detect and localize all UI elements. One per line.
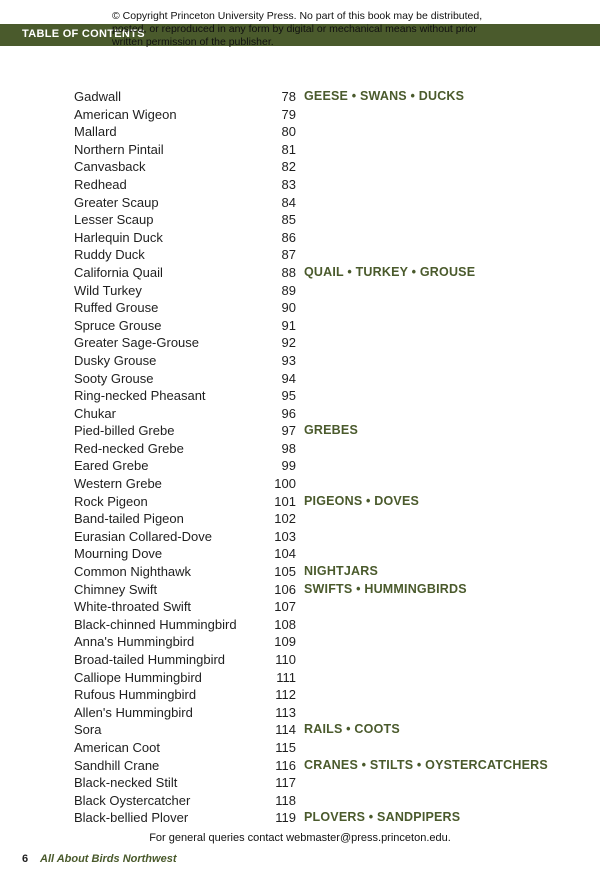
page-ref: 102 <box>274 511 296 527</box>
species-name: Spruce Grouse <box>74 317 162 333</box>
toc-entry <box>74 563 554 581</box>
species-name: Calliope Hummingbird <box>74 669 202 685</box>
contact-notice: For general queries contact webmaster@press.princeton.edu. <box>149 832 451 844</box>
section-header-label: TABLE OF CONTENTS <box>22 28 145 40</box>
species-name: Sooty Grouse <box>74 370 154 386</box>
toc-entry <box>74 493 554 511</box>
page-ref: 119 <box>275 810 296 826</box>
page-ref: 108 <box>274 616 296 632</box>
toc-entry <box>74 370 554 388</box>
toc-entry <box>74 598 554 616</box>
page-ref: 85 <box>281 212 296 228</box>
toc-entry <box>74 176 554 194</box>
toc-entry <box>74 475 554 493</box>
species-name: Eurasian Collared-Dove <box>74 528 213 544</box>
species-name: California Quail <box>74 264 163 280</box>
toc-entry <box>74 387 554 405</box>
toc-entry <box>74 299 554 317</box>
toc-entry <box>74 352 554 370</box>
section-heading: QUAIL • TURKEY • GROUSE <box>304 264 476 279</box>
species-name: Ruffed Grouse <box>74 300 159 316</box>
toc-entry <box>74 809 554 827</box>
page-ref: 117 <box>275 775 296 791</box>
species-name: Greater Scaup <box>74 194 159 210</box>
page-ref: 91 <box>281 317 296 333</box>
toc-entry <box>74 440 554 458</box>
page-ref: 80 <box>281 124 296 140</box>
page-ref: 79 <box>281 106 296 122</box>
page-ref: 113 <box>275 704 296 720</box>
species-name: American Coot <box>74 739 160 755</box>
species-name: Rock Pigeon <box>74 493 148 509</box>
page-ref: 118 <box>275 792 296 808</box>
page-ref: 116 <box>275 757 296 773</box>
species-name: Canvasback <box>74 159 146 175</box>
species-name: Dusky Grouse <box>74 352 157 368</box>
section-heading: GREBES <box>304 423 358 438</box>
page-ref: 83 <box>281 176 296 192</box>
page-ref: 103 <box>274 528 296 544</box>
species-name: Redhead <box>74 176 127 192</box>
toc-entry <box>74 422 554 440</box>
species-name: Chukar <box>74 405 116 421</box>
species-name: Allen's Hummingbird <box>74 704 193 720</box>
toc-entry <box>74 317 554 335</box>
toc-entry <box>74 528 554 546</box>
page-ref: 100 <box>274 476 296 492</box>
species-name: Rufous Hummingbird <box>74 687 197 703</box>
page-ref: 88 <box>281 264 296 280</box>
species-name: Sora <box>74 722 102 738</box>
species-name: Chimney Swift <box>74 581 158 597</box>
toc-entry <box>74 792 554 810</box>
page-ref: 82 <box>281 159 296 175</box>
toc-entry <box>74 704 554 722</box>
species-name: Broad-tailed Hummingbird <box>74 652 226 667</box>
page-ref: 94 <box>281 370 296 386</box>
species-name: Black-necked Stilt <box>74 775 178 791</box>
toc-entry <box>74 545 554 563</box>
toc-entry <box>74 158 554 176</box>
section-heading: RAILS • COOTS <box>304 722 400 737</box>
toc-entry <box>74 457 554 475</box>
section-heading: NIGHTJARS <box>304 564 379 579</box>
page-ref: 105 <box>274 564 296 580</box>
toc-entry <box>74 739 554 757</box>
toc-entry <box>74 669 554 687</box>
toc-entry <box>74 721 554 739</box>
toc-entry <box>74 334 554 352</box>
toc-entry <box>74 510 554 528</box>
species-name: Anna's Hummingbird <box>74 634 195 650</box>
page-ref: 106 <box>274 581 296 597</box>
toc-entry <box>74 211 554 229</box>
section-heading: PIGEONS • DOVES <box>304 493 420 508</box>
species-name: Harlequin Duck <box>74 229 163 245</box>
page-ref: 78 <box>281 89 296 104</box>
section-heading: PLOVERS • SANDPIPERS <box>304 810 461 825</box>
page-ref: 93 <box>281 352 296 368</box>
species-name: Red-necked Grebe <box>74 440 184 456</box>
page-ref: 86 <box>281 229 296 245</box>
page-ref: 110 <box>275 652 296 667</box>
toc-entry <box>74 246 554 264</box>
species-name: Ring-necked Pheasant <box>74 388 206 404</box>
toc-entry <box>74 88 554 106</box>
species-name: Gadwall <box>74 89 121 104</box>
page-ref: 81 <box>281 141 296 157</box>
toc-entry <box>74 106 554 124</box>
species-name: Band-tailed Pigeon <box>74 511 184 527</box>
page-ref: 99 <box>281 458 296 474</box>
species-name: White-throated Swift <box>74 599 192 615</box>
page-ref: 87 <box>281 247 296 263</box>
page-ref: 109 <box>274 634 296 650</box>
species-name: Northern Pintail <box>74 141 164 157</box>
page-ref: 112 <box>275 687 296 703</box>
species-name: Black Oystercatcher <box>74 792 191 808</box>
species-name: Common Nighthawk <box>74 564 192 580</box>
species-name: American Wigeon <box>74 106 177 122</box>
page-ref: 111 <box>276 669 296 685</box>
book-title: All About Birds Northwest <box>40 853 177 865</box>
toc-entry <box>74 282 554 300</box>
section-heading: GEESE • SWANS • DUCKS <box>304 89 465 103</box>
toc-entry <box>74 194 554 212</box>
toc-entry <box>74 264 554 282</box>
species-name: Mourning Dove <box>74 546 163 562</box>
toc-entry <box>74 774 554 792</box>
species-name: Ruddy Duck <box>74 247 145 263</box>
species-name: Greater Sage-Grouse <box>74 335 200 351</box>
species-name: Mallard <box>74 124 117 140</box>
page-ref: 104 <box>274 546 296 562</box>
page-ref: 114 <box>275 722 296 738</box>
species-name: Lesser Scaup <box>74 212 154 228</box>
page-ref: 98 <box>281 440 296 456</box>
page-ref: 96 <box>281 405 296 421</box>
toc-entry <box>74 651 554 669</box>
species-name: Pied-billed Grebe <box>74 423 175 439</box>
toc-entry <box>74 229 554 247</box>
page-ref: 92 <box>281 335 296 351</box>
page-ref: 107 <box>274 599 296 615</box>
toc-entry <box>74 123 554 141</box>
toc-entry <box>74 633 554 651</box>
species-name: Black-chinned Hummingbird <box>74 616 237 632</box>
page-number: 6 <box>22 853 29 865</box>
toc-entry <box>74 616 554 634</box>
species-name: Black-bellied Plover <box>74 810 189 826</box>
page-ref: 90 <box>281 300 296 316</box>
page-ref: 95 <box>281 388 296 404</box>
species-name: Sandhill Crane <box>74 757 160 773</box>
table-of-contents <box>74 88 554 827</box>
page-ref: 89 <box>281 282 296 298</box>
section-heading: CRANES • STILTS • OYSTERCATCHERS <box>304 757 548 772</box>
toc-entry <box>74 405 554 423</box>
page-ref: 115 <box>275 739 296 755</box>
section-heading: SWIFTS • HUMMINGBIRDS <box>304 581 467 596</box>
species-name: Western Grebe <box>74 476 162 492</box>
species-name: Wild Turkey <box>74 282 142 298</box>
page-ref: 101 <box>274 493 296 509</box>
toc-entry <box>74 141 554 159</box>
toc-entry <box>74 757 554 775</box>
toc-entry <box>74 581 554 599</box>
copyright-notice: © Copyright Princeton University Press. No part of this book may be distributed, posted, or reproduced in any form by digital or mechanical means without prior written permission of the publisher. <box>112 10 483 48</box>
species-name: Eared Grebe <box>74 458 149 474</box>
page-ref: 84 <box>281 194 296 210</box>
page-ref: 97 <box>281 423 296 439</box>
toc-entry <box>74 686 554 704</box>
